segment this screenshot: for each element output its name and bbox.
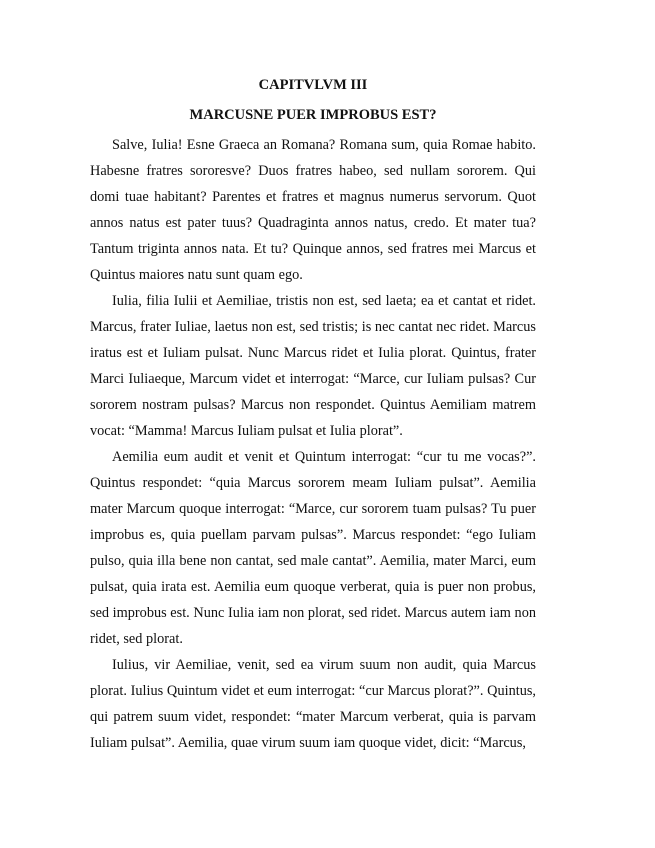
paragraph-3: Aemilia eum audit et venit et Quintum interrogat: “cur tu me vocas?”. Quintus respondet: “quia Marcus sororem meam Iuliam pulsat”. Aemilia mater Marcum quoque interrogat: “Marce, cur sororem tuam pulsas? Tu puer improbus es, quia puellam parvam pulsas”. Marcus respondet: “ego Iuliam pulso, quia illa bene non cantat, sed male cantat”. Aemilia, mater Marci, eum pulsat, quia irata est. Aemilia eum quoque verberat, quia is puer non probus, sed improbus est. Nunc Iulia iam non plorat, sed ridet. Marcus autem iam non ridet, sed plorat. xyxy=(90,449,536,647)
paragraph-4: Iulius, vir Aemiliae, venit, sed ea virum suum non audit, quia Marcus plorat. Iulius Quintum videt et eum interrogat: “cur Marcus plorat?”. Quintus, qui patrem suum videt, respondet: “mater Marcum verberat, quia is parvam Iuliam pulsat”. Aemilia, quae virum suum iam quoque videt, dicit: “Marcus, xyxy=(90,657,536,751)
paragraph-1: Salve, Iulia! Esne Graeca an Romana? Romana sum, quia Romae habito. Habesne fratres sororesve? Duos fratres habeo, sed nullam sororem. Qui domi tuae habitant? Parentes et fratres et magnus numerus servorum. Quot annos natus est pater tuus? Quadraginta annos natus, credo. Et mater tua? Tantum triginta annos nata. Et tu? Quinque annos, sed fratres mei Marcus et Quintus maiores natu sunt quam ego. xyxy=(90,137,536,283)
document-page xyxy=(90,76,536,756)
paragraph-2: Iulia, filia Iulii et Aemiliae, tristis non est, sed laeta; ea et cantat et ridet. Marcus, frater Iuliae, laetus non est, sed tristis; is nec cantat nec ridet. Marcus iratus est et Iuliam pulsat. Nunc Marcus ridet et Iulia plorat. Quintus, frater Marci Iuliaeque, Marcum videt et interrogat: “Marce, cur Iuliam pulsas? Cur sororem nostram pulsas? Marcus non respondet. Quintus Aemiliam matrem vocat: “Mamma! Marcus Iuliam pulsat et Iulia plorat”. xyxy=(90,293,536,439)
chapter-subtitle: MARCUSNE PUER IMPROBUS EST? xyxy=(189,107,437,123)
chapter-title: CAPITVLVM III xyxy=(258,77,368,93)
